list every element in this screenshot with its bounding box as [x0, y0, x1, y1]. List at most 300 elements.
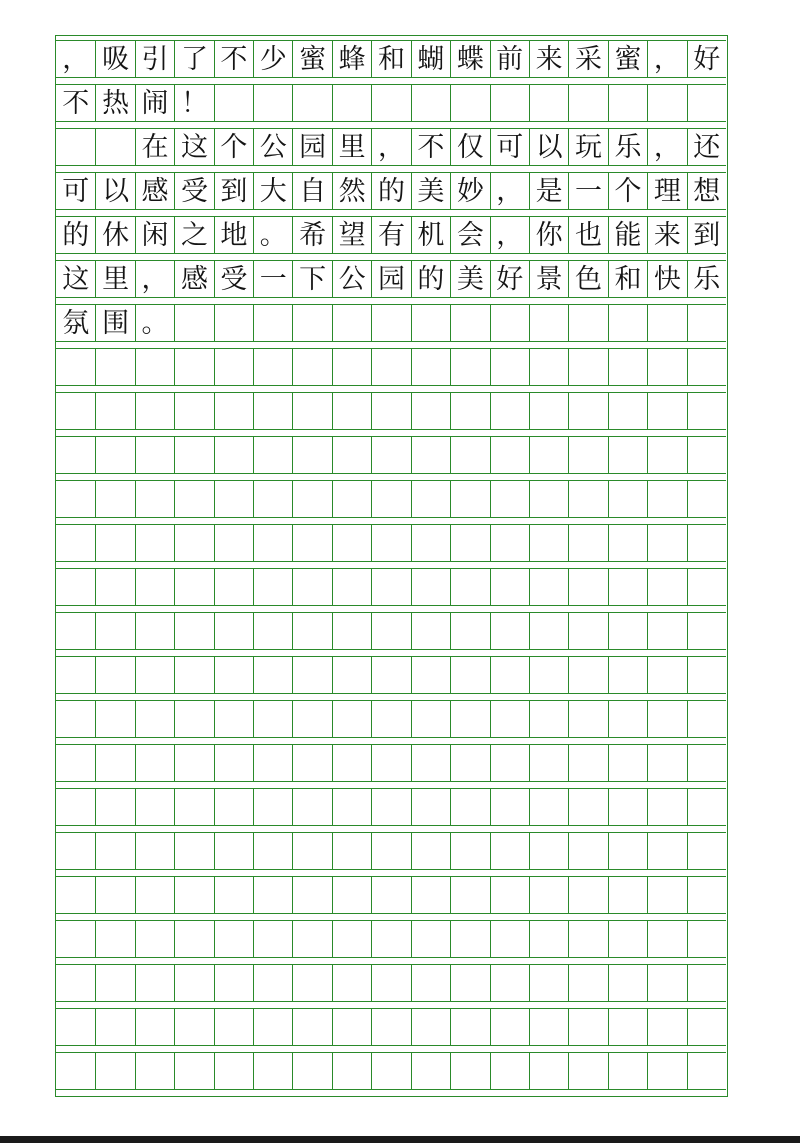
- grid-cell: [292, 129, 331, 165]
- grid-cell: [490, 921, 529, 957]
- written-character: 玩: [575, 131, 603, 163]
- grid-cell: [174, 525, 213, 561]
- grid-cell: [56, 305, 95, 341]
- grid-cell: [95, 613, 134, 649]
- grid-cell: [95, 1053, 134, 1089]
- written-character: 不: [220, 43, 248, 75]
- grid-cell: [56, 525, 95, 561]
- grid-cell: [56, 261, 95, 297]
- grid-cell: [687, 173, 726, 209]
- written-character: ，: [62, 43, 90, 75]
- grid-cell: [371, 481, 410, 517]
- written-character: 和: [614, 263, 642, 295]
- written-character: ！: [180, 87, 208, 119]
- grid-cell: [529, 525, 568, 561]
- written-character: 好: [693, 43, 721, 75]
- grid-row: [56, 1008, 726, 1046]
- grid-cell: [450, 525, 489, 561]
- written-character: 里: [102, 263, 130, 295]
- written-character: 不: [62, 87, 90, 119]
- grid-cell: [332, 701, 371, 737]
- grid-cell: [490, 41, 529, 77]
- grid-cell: [371, 525, 410, 561]
- written-character: 了: [180, 43, 208, 75]
- grid-cell: [292, 1009, 331, 1045]
- grid-cell: [490, 1009, 529, 1045]
- grid-cell: [371, 877, 410, 913]
- grid-cell: [135, 965, 174, 1001]
- grid-cell: [450, 305, 489, 341]
- written-character: 不: [417, 131, 445, 163]
- grid-row: [56, 744, 726, 782]
- grid-cell: [135, 525, 174, 561]
- grid-cell: [332, 877, 371, 913]
- grid-cell: [371, 173, 410, 209]
- grid-cell: [332, 437, 371, 473]
- grid-cell: [490, 877, 529, 913]
- grid-cell: [411, 41, 450, 77]
- grid-cell: [568, 833, 607, 869]
- grid-cell: [56, 921, 95, 957]
- grid-cell: [529, 393, 568, 429]
- grid-cell: [332, 613, 371, 649]
- grid-row: [56, 480, 726, 518]
- written-character: 蜜: [299, 43, 327, 75]
- written-character: 可: [62, 175, 90, 207]
- grid-cell: [608, 1009, 647, 1045]
- written-character: ，: [496, 219, 524, 251]
- grid-cell: [214, 569, 253, 605]
- grid-cell: [214, 833, 253, 869]
- grid-cell: [647, 217, 686, 253]
- grid-cell: [174, 745, 213, 781]
- grid-cell: [135, 393, 174, 429]
- written-character: 受: [180, 175, 208, 207]
- grid-cell: [174, 789, 213, 825]
- grid-cell: [529, 437, 568, 473]
- written-character: 到: [693, 219, 721, 251]
- grid-cell: [411, 1053, 450, 1089]
- written-character: 乐: [693, 263, 721, 295]
- written-character: 来: [535, 43, 563, 75]
- grid-cell: [608, 833, 647, 869]
- grid-cell: [214, 173, 253, 209]
- grid-cell: [253, 1009, 292, 1045]
- grid-cell: [214, 525, 253, 561]
- grid-cell: [174, 657, 213, 693]
- grid-cell: [292, 481, 331, 517]
- grid-cell: [371, 965, 410, 1001]
- written-character: 吸: [102, 43, 130, 75]
- grid-cell: [174, 173, 213, 209]
- grid-cell: [174, 41, 213, 77]
- written-character: ，: [653, 43, 681, 75]
- grid-cell: [529, 701, 568, 737]
- composition-grid-paper: [55, 35, 728, 1097]
- grid-cell: [214, 921, 253, 957]
- grid-cell: [687, 745, 726, 781]
- grid-cell: [214, 701, 253, 737]
- grid-cell: [687, 613, 726, 649]
- written-character: 围: [102, 307, 130, 339]
- written-character: 的: [417, 263, 445, 295]
- grid-cell: [608, 613, 647, 649]
- grid-cell: [411, 393, 450, 429]
- grid-cell: [95, 701, 134, 737]
- written-character: 仅: [456, 131, 484, 163]
- grid-cell: [411, 525, 450, 561]
- grid-cell: [371, 613, 410, 649]
- grid-row: [56, 348, 726, 386]
- grid-row: [56, 920, 726, 958]
- grid-cell: [450, 613, 489, 649]
- grid-cell: [687, 921, 726, 957]
- grid-cell: [647, 613, 686, 649]
- grid-cell: [490, 833, 529, 869]
- grid-cell: [529, 1053, 568, 1089]
- grid-cell: [411, 921, 450, 957]
- grid-cell: [174, 481, 213, 517]
- written-character: 热: [102, 87, 130, 119]
- grid-cell: [608, 85, 647, 121]
- grid-cell: [135, 85, 174, 121]
- grid-cell: [292, 965, 331, 1001]
- grid-cell: [95, 217, 134, 253]
- grid-cell: [174, 1053, 213, 1089]
- grid-cell: [135, 657, 174, 693]
- grid-cell: [292, 173, 331, 209]
- grid-cell: [371, 349, 410, 385]
- grid-cell: [371, 437, 410, 473]
- grid-cell: [647, 349, 686, 385]
- grid-cell: [450, 1053, 489, 1089]
- grid-cell: [687, 129, 726, 165]
- written-character: 园: [299, 131, 327, 163]
- grid-cell: [568, 921, 607, 957]
- grid-cell: [529, 261, 568, 297]
- written-character: 蜜: [614, 43, 642, 75]
- grid-cell: [647, 393, 686, 429]
- grid-cell: [253, 701, 292, 737]
- grid-row: [56, 876, 726, 914]
- grid-cell: [292, 1053, 331, 1089]
- grid-cell: [568, 217, 607, 253]
- grid-cell: [608, 173, 647, 209]
- grid-cell: [292, 525, 331, 561]
- grid-cell: [687, 261, 726, 297]
- grid-cell: [174, 833, 213, 869]
- grid-cell: [411, 613, 450, 649]
- written-character: 的: [377, 175, 405, 207]
- grid-cell: [450, 1009, 489, 1045]
- grid-cell: [292, 261, 331, 297]
- grid-cell: [647, 437, 686, 473]
- grid-cell: [529, 877, 568, 913]
- written-character: 理: [653, 175, 681, 207]
- grid-cell: [292, 569, 331, 605]
- grid-cell: [292, 85, 331, 121]
- grid-cell: [292, 613, 331, 649]
- grid-cell: [568, 393, 607, 429]
- grid-cell: [687, 305, 726, 341]
- grid-cell: [214, 437, 253, 473]
- grid-cell: [135, 437, 174, 473]
- written-character: 采: [575, 43, 603, 75]
- grid-cell: [56, 613, 95, 649]
- grid-cell: [292, 217, 331, 253]
- grid-cell: [568, 613, 607, 649]
- grid-cell: [253, 745, 292, 781]
- grid-cell: [371, 701, 410, 737]
- grid-cell: [95, 1009, 134, 1045]
- written-character: 在: [141, 131, 169, 163]
- grid-cell: [56, 129, 95, 165]
- grid-cell: [332, 217, 371, 253]
- grid-cell: [647, 173, 686, 209]
- grid-cell: [214, 349, 253, 385]
- grid-cell: [95, 305, 134, 341]
- grid-cell: [332, 41, 371, 77]
- grid-cell: [174, 349, 213, 385]
- grid-cell: [450, 85, 489, 121]
- written-character: 希: [299, 219, 327, 251]
- written-character: 地: [220, 219, 248, 251]
- grid-cell: [371, 657, 410, 693]
- grid-cell: [174, 437, 213, 473]
- grid-cell: [568, 1009, 607, 1045]
- grid-cell: [135, 349, 174, 385]
- grid-cell: [253, 569, 292, 605]
- grid-cell: [411, 1009, 450, 1045]
- grid-cell: [95, 745, 134, 781]
- grid-cell: [95, 833, 134, 869]
- grid-cell: [411, 877, 450, 913]
- grid-cell: [411, 437, 450, 473]
- grid-cell: [253, 877, 292, 913]
- grid-cell: [174, 701, 213, 737]
- grid-cell: [292, 921, 331, 957]
- grid-cell: [56, 745, 95, 781]
- grid-cell: [56, 965, 95, 1001]
- grid-cell: [214, 877, 253, 913]
- grid-cell: [490, 965, 529, 1001]
- grid-cell: [568, 129, 607, 165]
- grid-cell: [135, 745, 174, 781]
- grid-cell: [332, 85, 371, 121]
- grid-cell: [253, 481, 292, 517]
- written-character: 受: [220, 263, 248, 295]
- grid-cell: [490, 481, 529, 517]
- grid-cell: [371, 921, 410, 957]
- grid-cell: [174, 85, 213, 121]
- written-character: 个: [614, 175, 642, 207]
- grid-cell: [371, 129, 410, 165]
- written-character: 能: [614, 219, 642, 251]
- grid-cell: [95, 525, 134, 561]
- grid-cell: [214, 965, 253, 1001]
- grid-cell: [56, 173, 95, 209]
- written-character: 是: [535, 175, 563, 207]
- grid-cell: [687, 525, 726, 561]
- grid-cell: [568, 349, 607, 385]
- grid-cell: [371, 41, 410, 77]
- written-character: 可: [496, 131, 524, 163]
- grid-cell: [608, 129, 647, 165]
- grid-cell: [529, 569, 568, 605]
- written-character: 机: [417, 219, 445, 251]
- grid-cell: [174, 965, 213, 1001]
- grid-cell: [490, 349, 529, 385]
- written-character: 好: [496, 263, 524, 295]
- grid-cell: [332, 833, 371, 869]
- grid-cell: [214, 481, 253, 517]
- grid-cell: [608, 701, 647, 737]
- grid-cell: [135, 877, 174, 913]
- grid-cell: [292, 745, 331, 781]
- grid-cell: [253, 393, 292, 429]
- grid-cell: [450, 745, 489, 781]
- written-character: 下: [299, 263, 327, 295]
- written-character: 大: [259, 175, 287, 207]
- grid-cell: [371, 569, 410, 605]
- grid-cell: [647, 85, 686, 121]
- grid-row: [56, 1052, 726, 1090]
- grid-cell: [332, 305, 371, 341]
- written-character: 。: [259, 219, 287, 251]
- grid-cell: [608, 789, 647, 825]
- grid-cell: [95, 921, 134, 957]
- grid-cell: [332, 745, 371, 781]
- grid-cell: [253, 657, 292, 693]
- grid-cell: [568, 85, 607, 121]
- grid-cell: [529, 173, 568, 209]
- grid-cell: [647, 1053, 686, 1089]
- written-character: 妙: [456, 175, 484, 207]
- grid-cell: [174, 877, 213, 913]
- written-character: 一: [575, 175, 603, 207]
- written-character: 公: [338, 263, 366, 295]
- written-character: 色: [575, 263, 603, 295]
- grid-row: [56, 568, 726, 606]
- grid-cell: [332, 1009, 371, 1045]
- written-character: 美: [456, 263, 484, 295]
- grid-row: [56, 216, 726, 254]
- grid-cell: [95, 349, 134, 385]
- written-character: 也: [575, 219, 603, 251]
- grid-cell: [411, 349, 450, 385]
- written-character: 。: [141, 307, 169, 339]
- grid-cell: [490, 657, 529, 693]
- grid-cell: [135, 701, 174, 737]
- grid-cell: [292, 833, 331, 869]
- grid-cell: [56, 217, 95, 253]
- grid-cell: [332, 569, 371, 605]
- grid-row: [56, 40, 726, 78]
- grid-cell: [135, 173, 174, 209]
- grid-row: [56, 832, 726, 870]
- written-character: 和: [377, 43, 405, 75]
- grid-cell: [135, 305, 174, 341]
- grid-cell: [529, 613, 568, 649]
- grid-cell: [174, 1009, 213, 1045]
- grid-cell: [332, 525, 371, 561]
- grid-cell: [95, 569, 134, 605]
- written-character: 自: [299, 175, 327, 207]
- grid-cell: [56, 437, 95, 473]
- grid-cell: [647, 965, 686, 1001]
- grid-cell: [490, 613, 529, 649]
- grid-cell: [135, 481, 174, 517]
- grid-cell: [687, 965, 726, 1001]
- grid-cell: [174, 569, 213, 605]
- written-character: 想: [693, 175, 721, 207]
- grid-cell: [608, 349, 647, 385]
- written-character: 园: [377, 263, 405, 295]
- grid-cell: [56, 877, 95, 913]
- grid-cell: [56, 349, 95, 385]
- grid-cell: [332, 481, 371, 517]
- written-character: 一: [259, 263, 287, 295]
- grid-cell: [332, 349, 371, 385]
- grid-cell: [450, 701, 489, 737]
- grid-cell: [450, 481, 489, 517]
- written-character: 美: [417, 175, 445, 207]
- grid-cell: [687, 393, 726, 429]
- grid-cell: [253, 129, 292, 165]
- grid-row: [56, 172, 726, 210]
- grid-cell: [490, 569, 529, 605]
- grid-cell: [608, 921, 647, 957]
- grid-cell: [56, 1053, 95, 1089]
- grid-cell: [647, 657, 686, 693]
- grid-cell: [135, 41, 174, 77]
- grid-cell: [214, 1053, 253, 1089]
- grid-row: [56, 260, 726, 298]
- grid-cell: [253, 217, 292, 253]
- grid-cell: [214, 305, 253, 341]
- grid-cell: [687, 833, 726, 869]
- grid-cell: [687, 437, 726, 473]
- grid-row: [56, 656, 726, 694]
- grid-cell: [253, 965, 292, 1001]
- written-character: 望: [338, 219, 366, 251]
- written-character: 公: [259, 131, 287, 163]
- grid-cell: [214, 745, 253, 781]
- grid-cell: [56, 1009, 95, 1045]
- grid-cell: [56, 789, 95, 825]
- grid-cell: [56, 569, 95, 605]
- grid-cell: [174, 217, 213, 253]
- grid-cell: [647, 305, 686, 341]
- grid-cell: [568, 481, 607, 517]
- grid-cell: [95, 877, 134, 913]
- written-character: ，: [653, 131, 681, 163]
- grid-cell: [411, 701, 450, 737]
- grid-cell: [253, 613, 292, 649]
- grid-cell: [608, 745, 647, 781]
- grid-cell: [647, 833, 686, 869]
- grid-cell: [56, 701, 95, 737]
- grid-cell: [411, 745, 450, 781]
- grid-cell: [174, 393, 213, 429]
- grid-row: [56, 700, 726, 738]
- grid-cell: [687, 1009, 726, 1045]
- grid-cell: [292, 393, 331, 429]
- grid-cell: [411, 833, 450, 869]
- grid-cell: [687, 657, 726, 693]
- grid-cell: [568, 1053, 607, 1089]
- grid-cell: [568, 173, 607, 209]
